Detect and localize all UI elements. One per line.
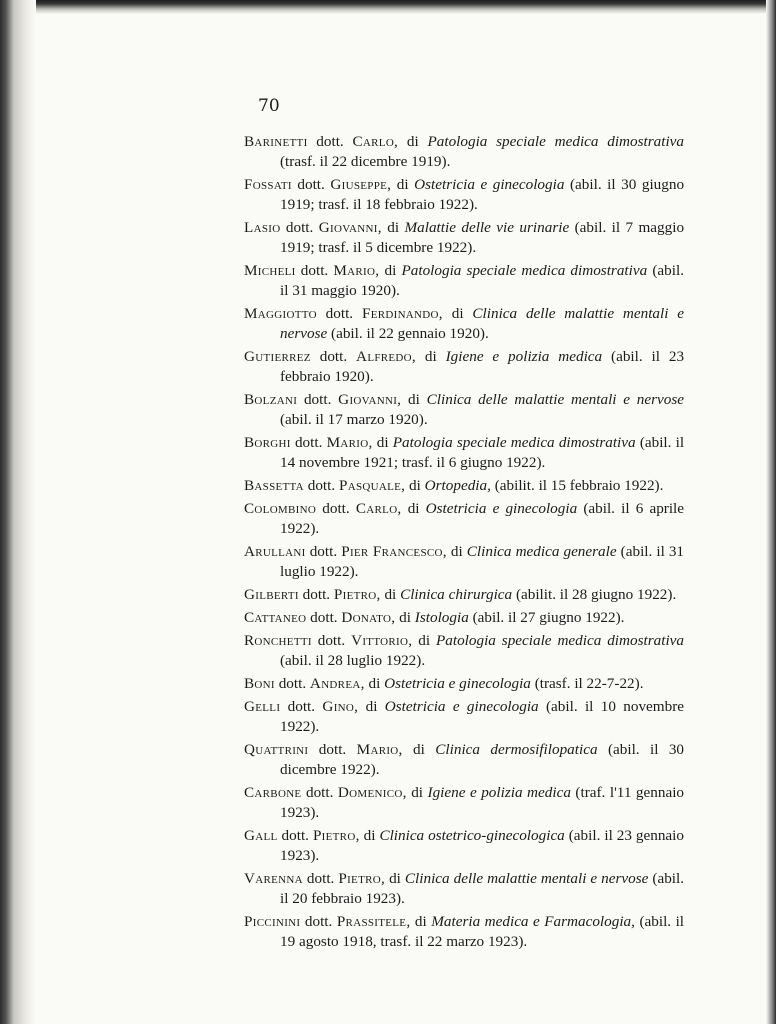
entry-preposition: di — [408, 391, 420, 408]
entry-first-name: Pietro, — [312, 827, 360, 844]
entry-note: (abil. il 23 gennaio 1923). — [280, 827, 684, 864]
entry-surname: Bolzani — [244, 391, 298, 408]
entry-preposition: di — [365, 698, 378, 715]
entry-surname: Ronchetti — [244, 632, 312, 649]
entry-preposition: di — [413, 741, 425, 758]
entry-subject: Patologia speciale medica dimostrativa — [401, 262, 648, 279]
entry-note: (abil. il 22 gennaio 1920). — [331, 325, 489, 342]
entry-first-name: Pier Francesco, — [341, 543, 447, 560]
entry-preposition: di — [450, 543, 463, 560]
entry-note: (abil. il 10 novembre 1922). — [280, 698, 684, 735]
entry-title: dott. — [306, 870, 335, 887]
docent-entry — [244, 783, 684, 823]
docent-entry — [244, 261, 684, 301]
entry-note: (abilit. il 28 giugno 1922). — [515, 586, 677, 603]
entry-subject: Igiene e polizia medica — [445, 348, 603, 365]
entry-subject: Patologia speciale medica dimostrativa — [392, 434, 636, 451]
entry-first-name: Carlo, — [355, 500, 402, 517]
docent-entry — [244, 218, 684, 258]
entry-title: dott. — [318, 741, 347, 758]
entry-surname: Barinetti — [244, 133, 308, 150]
entry-title: dott. — [278, 675, 307, 692]
entry-title: dott. — [297, 176, 325, 193]
entry-note: (abil. il 20 febbraio 1923). — [280, 870, 685, 907]
entry-subject: Ostetricia e ginecologia — [425, 500, 578, 517]
entry-surname: Gutierrez — [244, 348, 311, 365]
entry-first-name: Giuseppe, — [330, 176, 392, 193]
entry-surname: Borghi — [244, 434, 291, 451]
entry-title: dott. — [287, 698, 316, 715]
entry-title: dott. — [319, 348, 348, 365]
entry-subject: Ortopedia, — [424, 477, 491, 494]
entry-first-name: Mario, — [356, 741, 403, 758]
entry-surname: Micheli — [244, 262, 296, 279]
entry-preposition: di — [407, 500, 420, 517]
entry-preposition: di — [418, 632, 431, 649]
entry-first-name: Giovanni, — [338, 391, 402, 408]
entry-title: dott. — [294, 434, 323, 451]
docent-entry — [244, 499, 684, 539]
page-top-edge — [0, 0, 776, 14]
entry-subject: Ostetricia e ginecologia — [384, 698, 539, 715]
entry-subject: Clinica chirurgica — [400, 586, 513, 603]
docent-entry — [244, 608, 684, 628]
entry-surname: Arullani — [244, 543, 306, 560]
entry-title: dott. — [316, 133, 344, 150]
entry-note: (abil. il 17 marzo 1920). — [280, 411, 428, 428]
entry-subject: Ostetricia e ginecologia — [384, 675, 531, 692]
entry-subject: Clinica ostetrico-ginecologica — [379, 827, 565, 844]
entry-subject: Istologia — [414, 609, 469, 626]
entry-note: (abil. il 23 febbraio 1920). — [280, 348, 685, 385]
entry-note: (abil. il 30 dicembre 1922). — [280, 741, 685, 778]
docent-entry — [244, 476, 684, 496]
docent-entry — [244, 433, 684, 473]
docent-entry — [244, 912, 684, 952]
docent-entry — [244, 740, 684, 780]
docent-entry — [244, 585, 684, 605]
entry-preposition: di — [384, 262, 397, 279]
docent-entry — [244, 631, 684, 671]
entry-first-name: Ferdinando, — [361, 305, 443, 322]
entry-first-name: Pietro, — [338, 870, 386, 887]
entry-preposition: di — [389, 870, 401, 887]
docent-entry — [244, 674, 684, 694]
entry-preposition: di — [409, 477, 421, 494]
entry-surname: Gelli — [244, 698, 281, 715]
entry-subject: Clinica delle malattie mentali e nervose — [404, 870, 649, 887]
entry-title: dott. — [317, 632, 346, 649]
entry-first-name: Domenico, — [337, 784, 407, 801]
entry-note: (abil. il 28 luglio 1922). — [280, 652, 426, 669]
entry-subject: Clinica delle malattie mentali e nervose — [280, 305, 685, 342]
entry-title: dott. — [305, 784, 334, 801]
entry-title: dott. — [281, 827, 309, 844]
entry-subject: Clinica medica generale — [466, 543, 617, 560]
entry-note: (abilit. il 15 febbraio 1922). — [494, 477, 664, 494]
entry-preposition: di — [399, 609, 411, 626]
entry-subject: Clinica dermosifilopatica — [435, 741, 598, 758]
entry-first-name: Carlo, — [352, 133, 399, 150]
entry-title: dott. — [309, 543, 338, 560]
entry-note: (abil. il 14 novembre 1921; trasf. il 6 giugno 1922). — [280, 434, 685, 471]
entry-preposition: di — [451, 305, 464, 322]
entry-surname: Varenna — [244, 870, 303, 887]
entry-surname: Gall — [244, 827, 278, 844]
entry-preposition: di — [396, 176, 409, 193]
entry-first-name: Gino, — [322, 698, 359, 715]
docent-entry — [244, 132, 684, 172]
entry-first-name: Pasquale, — [338, 477, 406, 494]
entry-first-name: Pietro, — [333, 586, 381, 603]
docent-entry — [244, 826, 684, 866]
entry-surname: Fossati — [244, 176, 292, 193]
page-right-edge — [766, 0, 776, 1024]
entry-title: dott. — [304, 913, 333, 930]
entry-preposition: di — [376, 434, 389, 451]
entry-note: (traf. l'11 gennaio 1923). — [280, 784, 685, 821]
entry-surname: Quattrini — [244, 741, 309, 758]
entry-note: (abil. il 30 giugno 1919; trasf. il 18 febbraio 1922). — [280, 176, 685, 213]
docent-list — [244, 132, 684, 955]
entry-note: (abil. il 7 maggio 1919; trasf. il 5 dicembre 1922). — [280, 219, 685, 256]
entry-note: (trasf. il 22 dicembre 1919). — [280, 153, 451, 170]
entry-title: dott. — [303, 391, 332, 408]
entry-subject: Ostetricia e ginecologia — [414, 176, 565, 193]
entry-surname: Maggiotto — [244, 305, 317, 322]
entry-preposition: di — [424, 348, 437, 365]
entry-first-name: Giovanni, — [318, 219, 382, 236]
entry-title: dott. — [322, 500, 350, 517]
entry-title: dott. — [325, 305, 354, 322]
entry-preposition: di — [411, 784, 424, 801]
entry-preposition: di — [387, 219, 400, 236]
entry-title: dott. — [310, 609, 338, 626]
entry-note: (abil. il 31 luglio 1922). — [280, 543, 685, 580]
entry-title: dott. — [302, 586, 331, 603]
entry-subject: Materia medica e Farmacologia, — [431, 913, 635, 930]
entry-title: dott. — [300, 262, 329, 279]
entry-surname: Colombino — [244, 500, 317, 517]
docent-entry — [244, 542, 684, 582]
page-binding-edge — [0, 0, 36, 1024]
entry-first-name: Prassitele, — [336, 913, 411, 930]
entry-note: (abil. il 27 giugno 1922). — [472, 609, 625, 626]
entry-note: (trasf. il 22-7-22). — [534, 675, 644, 692]
entry-note: (abil. il 6 aprile 1922). — [280, 500, 685, 537]
entry-subject: Patologia speciale medica dimostrativa — [427, 133, 685, 150]
docent-entry — [244, 175, 684, 215]
entry-preposition: di — [406, 133, 419, 150]
entry-note: (abil. il 31 maggio 1920). — [280, 262, 684, 299]
entry-title: dott. — [285, 219, 314, 236]
entry-subject: Malattie delle vie urinarie — [404, 219, 570, 236]
docent-entry — [244, 869, 684, 909]
entry-preposition: di — [384, 586, 397, 603]
entry-note: (abil. il 19 agosto 1918, trasf. il 22 marzo 1923). — [280, 913, 685, 950]
entry-surname: Bassetta — [244, 477, 304, 494]
entry-subject: Clinica delle malattie mentali e nervose — [426, 391, 685, 408]
docent-entry — [244, 697, 684, 737]
entry-title: dott. — [307, 477, 336, 494]
entry-surname: Boni — [244, 675, 275, 692]
entry-first-name: Mario, — [333, 262, 380, 279]
entry-preposition: di — [368, 675, 381, 692]
entry-first-name: Alfredo, — [356, 348, 416, 365]
entry-surname: Lasio — [244, 219, 281, 236]
entry-first-name: Donato, — [341, 609, 396, 626]
entry-surname: Cattaneo — [244, 609, 307, 626]
entry-surname: Carbone — [244, 784, 302, 801]
entry-first-name: Mario, — [326, 434, 373, 451]
entry-surname: Gilberti — [244, 586, 299, 603]
entry-first-name: Vittorio, — [351, 632, 413, 649]
entry-first-name: Andrea, — [309, 675, 365, 692]
entry-preposition: di — [414, 913, 427, 930]
docent-entry — [244, 390, 684, 430]
entry-surname: Piccinini — [244, 913, 301, 930]
entry-preposition: di — [363, 827, 376, 844]
docent-entry — [244, 347, 684, 387]
page-number: 70 — [258, 96, 280, 116]
docent-entry — [244, 304, 684, 344]
entry-subject: Patologia speciale medica dimostrativa — [435, 632, 685, 649]
entry-subject: Igiene e polizia medica — [427, 784, 571, 801]
